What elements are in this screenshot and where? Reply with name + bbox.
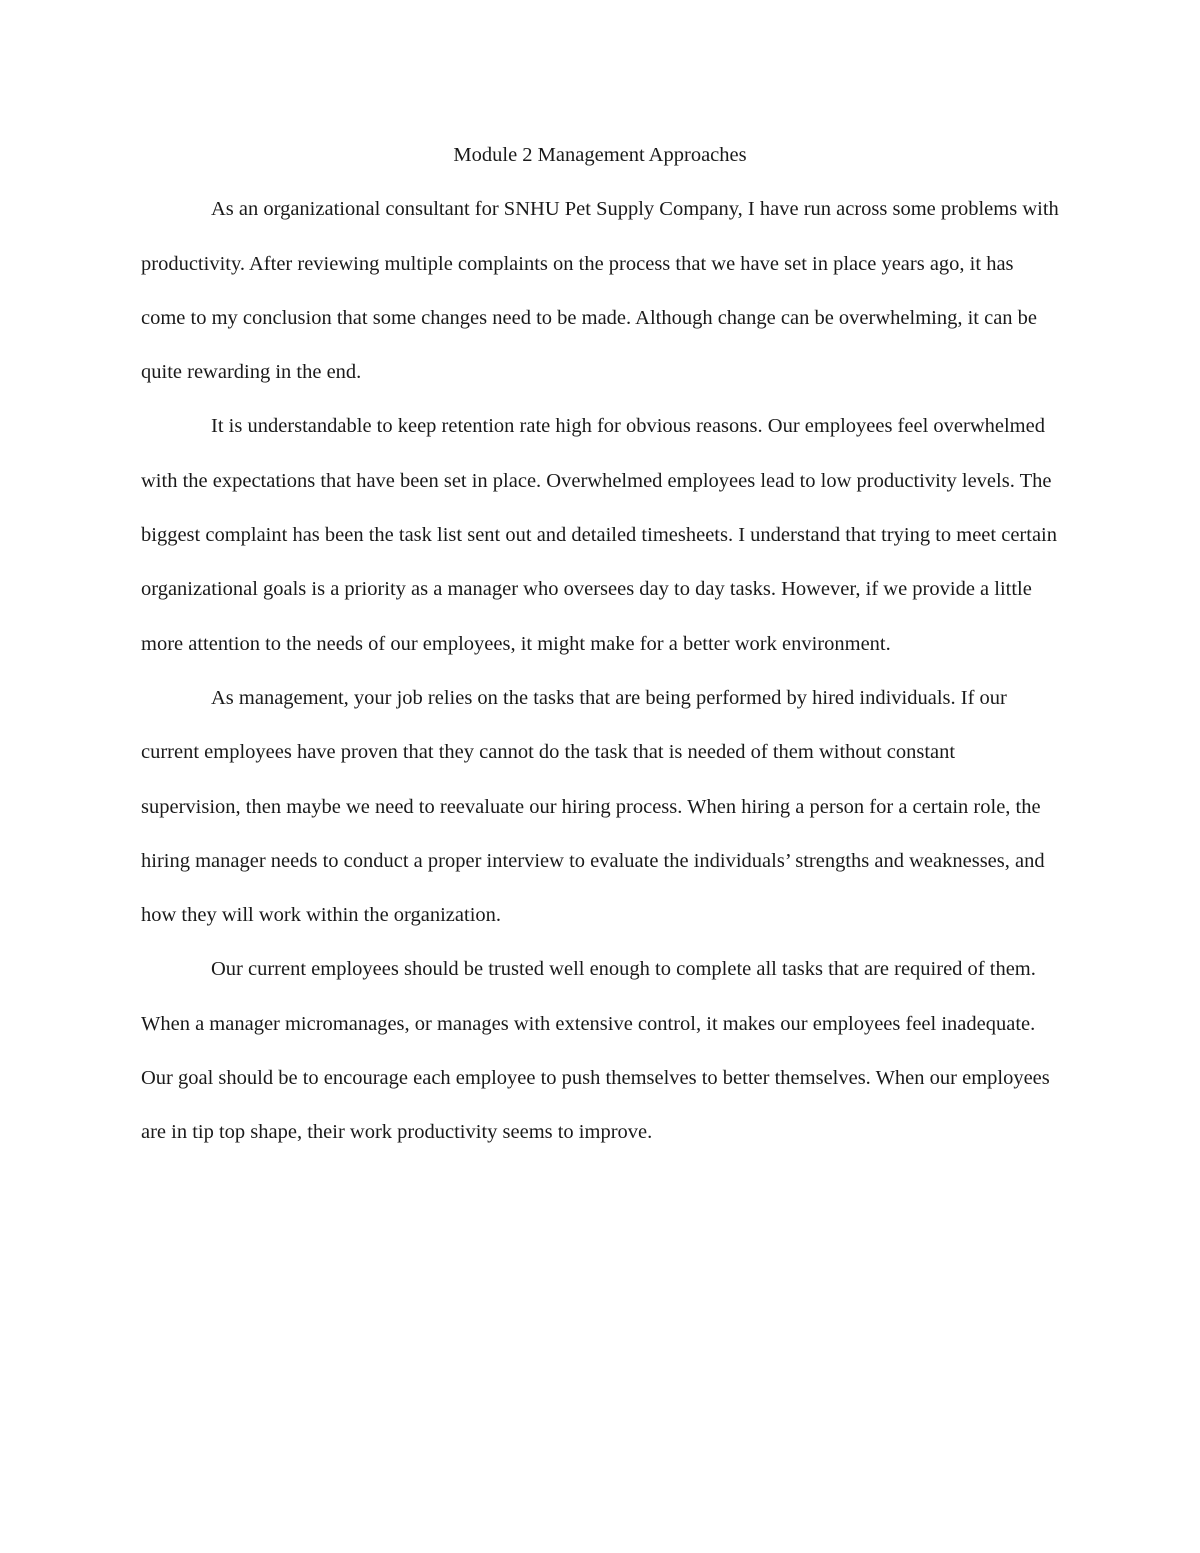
- paragraph-3: As management, your job relies on the tasks that are being performed by hired individuals. If our current employees have proven that they cannot do the task that is needed of them without constant supervision, then maybe we need to reevaluate our hiring process. When hiring a person for a certain role, the hiring manager needs to conduct a proper interview to evaluate the individuals’ strengths and weaknesses, and how they will work within the organization.: [141, 686, 1045, 927]
- document-title: Module 2 Management Approaches: [453, 144, 747, 166]
- paragraph-4: Our current employees should be trusted well enough to complete all tasks that are required of them. When a manager micromanages, or manages with extensive control, it makes our employees feel inadequate. Our goal should be to encourage each employee to push themselves to better themselves. When our employees are in tip top shape, their work productivity seems to improve.: [141, 958, 1050, 1144]
- paragraph-1: As an organizational consultant for SNHU Pet Supply Company, I have run across some problems with productivity. After reviewing multiple complaints on the process that we have set in place years ago, it has come to my conclusion that some changes need to be made. Although change can be overwhelming, it can be quite rewarding in the end.: [141, 198, 1059, 384]
- document-body: [141, 128, 1059, 1160]
- paragraph-2: It is understandable to keep retention rate high for obvious reasons. Our employees feel overwhelmed with the expectations that have been set in place. Overwhelmed employees lead to low productivity levels. The biggest complaint has been the task list sent out and detailed timesheets. I understand that trying to meet certain organizational goals is a priority as a manager who oversees day to day tasks. However, if we provide a little more attention to the needs of our employees, it might make for a better work environment.: [141, 415, 1057, 655]
